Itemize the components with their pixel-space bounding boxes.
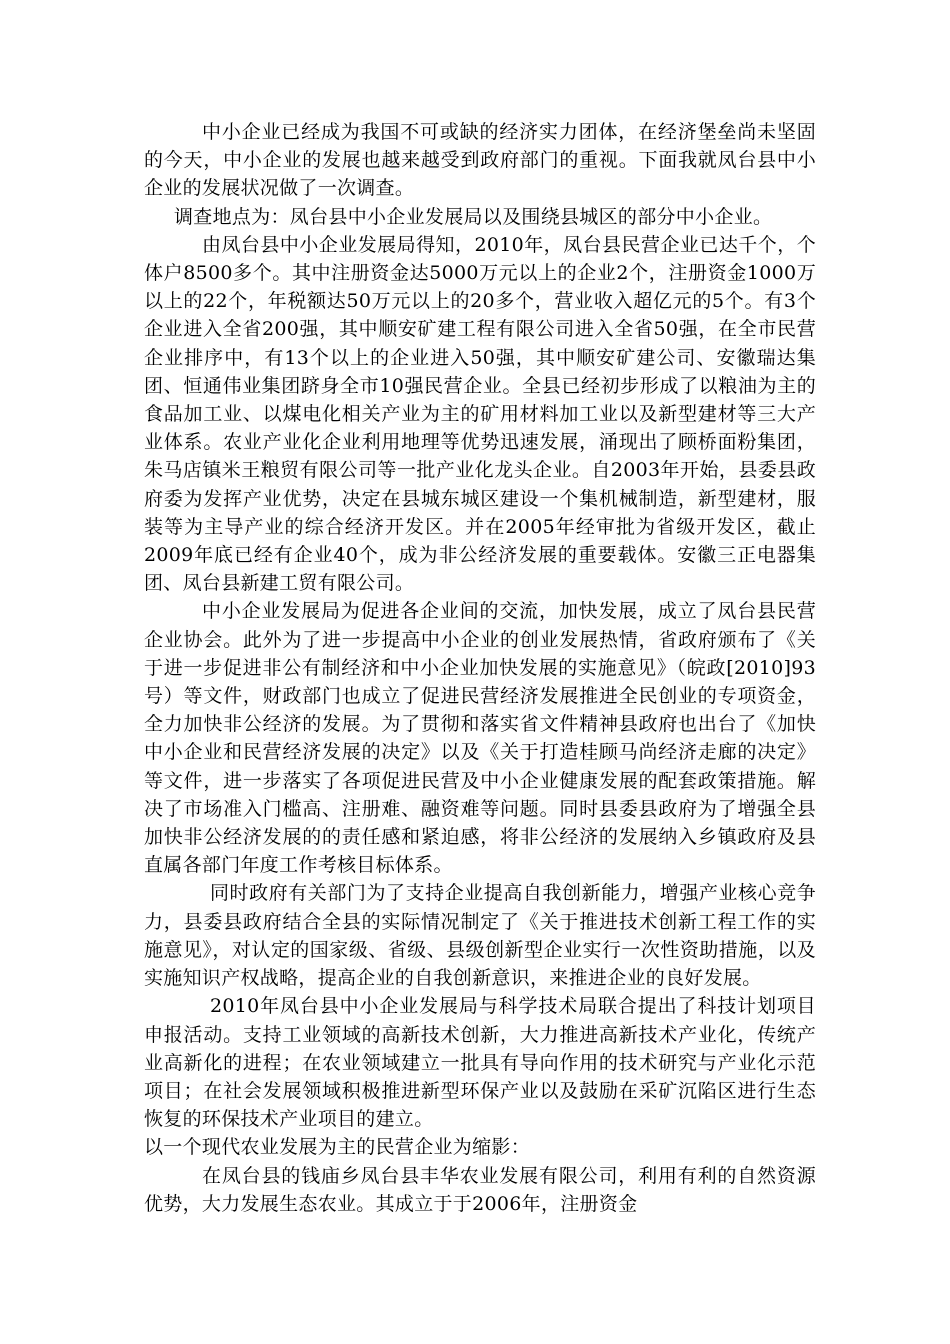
paragraph-case-heading: 以一个现代农业发展为主的民营企业为缩影： xyxy=(144,1136,531,1159)
paragraph-intro: 中小企业已经成为我国不可或缺的经济实力团体，在经济堡垒尚未坚固的今天，中小企业的发展也越来越受到政府部门的重视。下面我就凤台县中小企业的发展状况做了一次调查。 xyxy=(144,121,816,200)
paragraph-survey-location: 调查地点为：凤台县中小企业发展局以及围绕县城区的部分中小企业。 xyxy=(174,205,773,228)
paragraph-case-study: 在凤台县的钱庙乡凤台县丰华农业发展有限公司，利用有利的自然资源优势，大力发展生态农业。其成立于于2006年，注册资金 xyxy=(144,1164,816,1215)
paragraph-enterprise-stats: 由凤台县中小企业发展局得知，2010年，凤台县民营企业已达千个，个体户8500多个。其中注册资金达5000万元以上的企业2个，注册资金1000万以上的22个，年税额达50万元以上的20多个，营业收入超亿元的5个。有3个企业进入全省200强，其中顺安矿建工程有限公司进入全省50强，在全市民营企业排序中，有13个以上的企业进入50强，其中顺安矿建公司、安徽瑞达集团、恒通伟业集团跻身全市10强民营企业。全县已经初步形成了以粮油为主的食品加工业、以煤电化相关产业为主的矿用材料加工业以及新型建材等三大产业体系。农业产业化企业利用地理等优势迅速发展，涌现出了顾桥面粉集团，朱马店镇米王粮贸有限公司等一批产业化龙头企业。自2003年开始，县委县政府委为发挥产业优势，决定在县城东城区建设一个集机械制造，新型建材，服装等为主导产业的综合经济开发区。并在2005年经审批为省级开发区，截止2009年底已经有企业40个，成为非公经济发展的重要载体。安徽三正电器集团、凤台县新建工贸有限公司。 xyxy=(144,233,816,595)
paragraph-tech-projects: 2010年凤台县中小企业发展局与科学技术局联合提出了科技计划项目申报活动。支持工业领域的高新技术创新，大力推进高新技术产业化，传统产业高新化的进程；在农业领域建立一批具有导向作用的技术研究与产业化示范项目；在社会发展领域积极推进新型环保产业以及鼓励在采矿沉陷区进行生态恢复的环保技术产业项目的建立。 xyxy=(144,995,816,1131)
document-body xyxy=(144,118,816,1218)
paragraph-policy-measures: 中小企业发展局为促进各企业间的交流，加快发展，成立了凤台县民营企业协会。此外为了进一步提高中小企业的创业发展热情，省政府颁布了《关于进一步促进非公有制经济和中小企业加快发展的实施意见》（皖政[2010]93号）等文件，财政部门也成立了促进民营经济发展推进全民创业的专项资金，全力加快非公经济的发展。为了贯彻和落实省文件精神县政府也出台了《加快中小企业和民营经济发展的决定》以及《关于打造桂顾马尚经济走廊的决定》等文件，进一步落实了各项促进民营及中小企业健康发展的配套政策措施。解决了市场准入门槛高、注册难、融资难等问题。同时县委县政府为了增强全县加快非公经济发展的的责任感和紧迫感，将非公经济的发展纳入乡镇政府及县直属各部门年度工作考核目标体系。 xyxy=(144,600,816,877)
paragraph-innovation-support: 同时政府有关部门为了支持企业提高自我创新能力，增强产业核心竞争力，县委县政府结合全县的实际情况制定了《关于推进技术创新工程工作的实施意见》，对认定的国家级、省级、县级创新型企业实行一次性资助措施，以及实施知识产权战略，提高企业的自我创新意识，来推进企业的良好发展。 xyxy=(144,882,816,990)
